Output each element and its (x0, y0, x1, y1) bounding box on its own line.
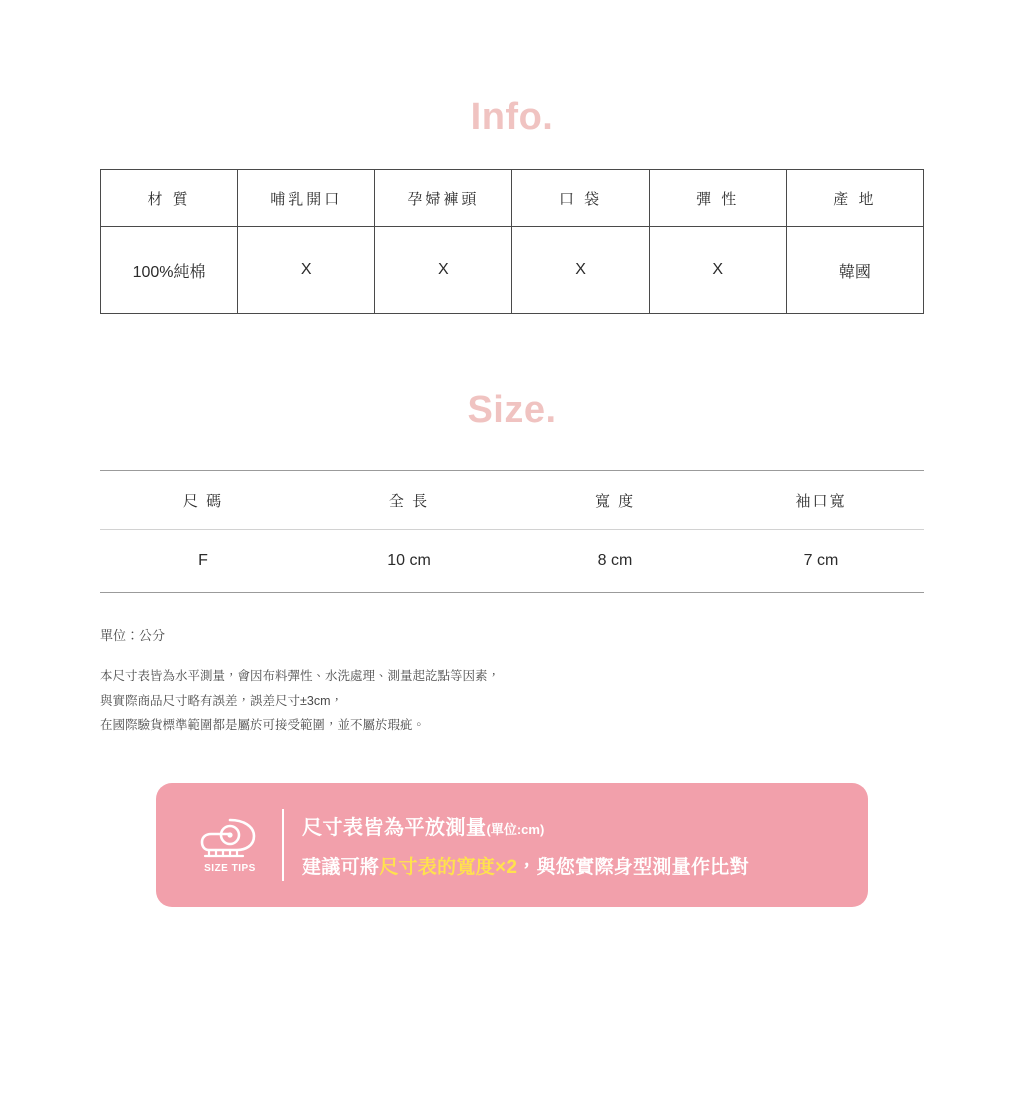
info-header-elasticity: 彈 性 (649, 170, 786, 227)
info-value-pocket: X (512, 227, 649, 314)
info-value-maternity-waistband: X (375, 227, 512, 314)
size-value-width: 8 cm (512, 530, 718, 593)
info-value-nursing-opening: X (238, 227, 375, 314)
info-section-title: Info. (470, 96, 554, 138)
size-table-header-row (100, 471, 924, 530)
size-value-cuff-width: 7 cm (718, 530, 924, 593)
note-line-1: 本尺寸表皆為水平測量，會因布料彈性、水洗處理、測量起訖點等因素， (100, 669, 501, 684)
tape-measure-icon (182, 816, 278, 874)
info-header-origin: 產 地 (786, 170, 923, 227)
size-tips-banner (156, 783, 868, 907)
size-header-width: 寬 度 (512, 471, 718, 530)
size-header-cuff-width: 袖口寬 (718, 471, 924, 530)
note-line-2: 與實際商品尺寸略有誤差，誤差尺寸±3cm， (100, 693, 343, 708)
info-value-origin: 韓國 (786, 227, 923, 314)
tips-line-2 (302, 852, 749, 879)
measurement-notes (100, 593, 924, 737)
info-header-maternity-waistband: 孕婦褲頭 (375, 170, 512, 227)
size-table (100, 470, 924, 593)
info-table-wrapper (100, 169, 924, 314)
info-header-material: 材 質 (101, 170, 238, 227)
size-value-size: F (100, 530, 306, 593)
info-header-nursing-opening: 哺乳開口 (238, 170, 375, 227)
tips-line-2-highlight: 尺寸表的寬度×2 (379, 857, 518, 879)
table-row (100, 530, 924, 593)
info-table (100, 169, 924, 314)
size-value-length: 10 cm (306, 530, 512, 593)
tape-measure-caption: SIZE TIPS (204, 863, 256, 875)
tips-divider (282, 809, 284, 881)
tips-line-2-suffix: ，與您實際身型測量作比對 (517, 857, 749, 879)
size-section-title: Size. (467, 389, 557, 431)
size-table-wrapper (100, 470, 924, 593)
unit-note: 單位：公分 (100, 628, 166, 643)
product-info-page (0, 96, 1024, 1120)
info-value-material: 100%純棉 (101, 227, 238, 314)
info-header-pocket: 口 袋 (512, 170, 649, 227)
size-header-length: 全 長 (306, 471, 512, 530)
tips-line-2-prefix: 建議可將 (302, 857, 380, 879)
size-header-size: 尺 碼 (100, 471, 306, 530)
tips-line-1 (302, 811, 749, 840)
info-table-value-row (101, 227, 924, 314)
tips-line-1-note: (單位:cm) (486, 822, 545, 838)
info-value-elasticity: X (649, 227, 786, 314)
note-line-3: 在國際驗貨標準範圍都是屬於可接受範圍，並不屬於瑕疵。 (100, 718, 426, 733)
info-table-header-row (101, 170, 924, 227)
tips-line-1-main: 尺寸表皆為平放測量 (302, 817, 487, 840)
tips-text-block (302, 811, 749, 879)
